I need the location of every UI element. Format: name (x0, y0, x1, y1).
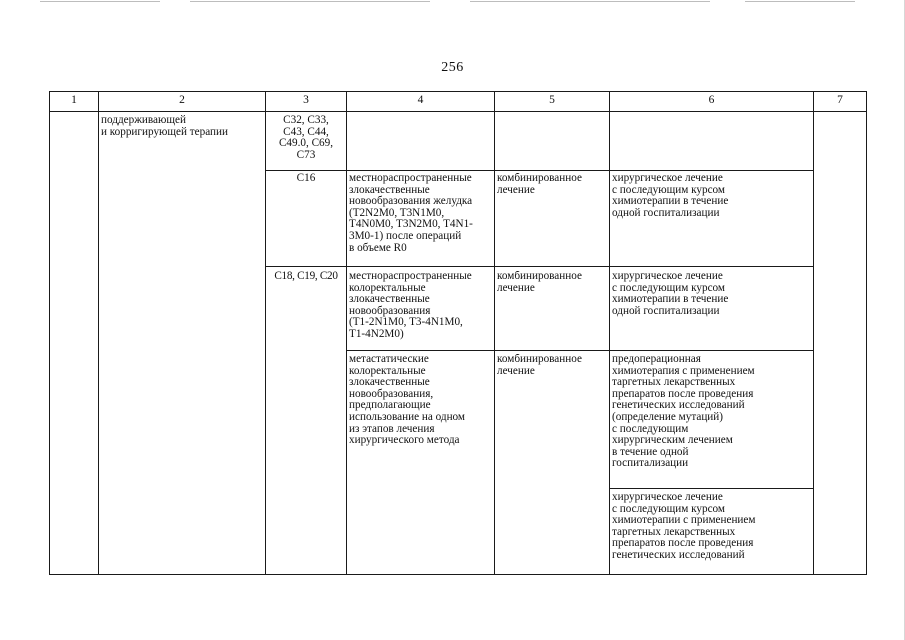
column-divider (609, 91, 610, 575)
column-divider (813, 91, 814, 575)
column-divider (494, 91, 495, 575)
treatment-type-cell: комбинированное лечение (497, 354, 582, 377)
header-cell: 5 (549, 95, 555, 106)
treatment-method-cell: хирургическое лечение с последующим курсом химиотерапии с применением таргетных лекарственных препаратов после проведения генетических исследований (612, 492, 756, 561)
treatment-method-cell: хирургическое лечение с последующим курсом химиотерапии в течение одной госпитализации (612, 173, 729, 219)
profile-name-cell: поддерживающей и корригирующей терапии (101, 115, 228, 138)
treatment-type-cell: комбинированное лечение (497, 271, 582, 294)
table-border-right (866, 91, 867, 575)
treatment-method-cell: хирургическое лечение с последующим курсом химиотерапии в течение одной госпитализации (612, 271, 729, 317)
scan-edge-rule (40, 1, 160, 2)
medical-care-table (49, 91, 867, 575)
table-border-bottom (49, 574, 867, 575)
patient-model-cell: местнораспространенные злокачественные новообразования желудка (T2N2M0, T3N1M0, T4N0M0, T3N2M0, T4N1- 3M0-1) после операций в объеме R0 (349, 173, 473, 254)
header-cell: 7 (837, 95, 843, 106)
header-cell: 6 (708, 95, 715, 106)
scan-edge-rule (745, 1, 855, 2)
column-divider (346, 91, 347, 575)
header-cell: 3 (303, 95, 309, 106)
header-divider (49, 111, 867, 112)
patient-model-cell: метастатические колоректальные злокачественные новообразования, предполагающие использование на одном из этапов лечения хирургического метода (349, 354, 466, 447)
patient-model-cell: местнораспространенные колоректальные злокачественные новообразования (T1-2N1M0, T3-4N1M0, T1-4N2M0) (349, 271, 472, 340)
row-divider (265, 266, 813, 267)
row-divider (609, 488, 813, 489)
icd-codes-cell: С32, С33, С43, С44, С49.0, С69, С73 (278, 115, 334, 161)
scan-edge-rule (470, 1, 710, 2)
column-divider (265, 91, 266, 575)
icd-codes-cell: С16 (296, 173, 316, 184)
table-border-top (49, 91, 867, 92)
row-divider (265, 170, 813, 171)
treatment-method-cell: предоперационная химиотерапия с применением таргетных лекарственных препаратов после проведения генетических исследований (определение мутаций) с последующим хирургическим лечением в течение одной госпитализации (612, 354, 755, 470)
scan-edge-rule (190, 1, 430, 2)
header-cell: 4 (417, 95, 424, 106)
page-number: 256 (441, 60, 464, 75)
header-cell: 1 (71, 95, 77, 106)
treatment-type-cell: комбинированное лечение (497, 173, 582, 196)
table-border-left (49, 91, 50, 575)
header-cell: 2 (179, 95, 185, 106)
row-divider (346, 350, 813, 351)
column-divider (98, 91, 99, 575)
icd-codes-cell: С18, С19, С20 (274, 271, 338, 282)
